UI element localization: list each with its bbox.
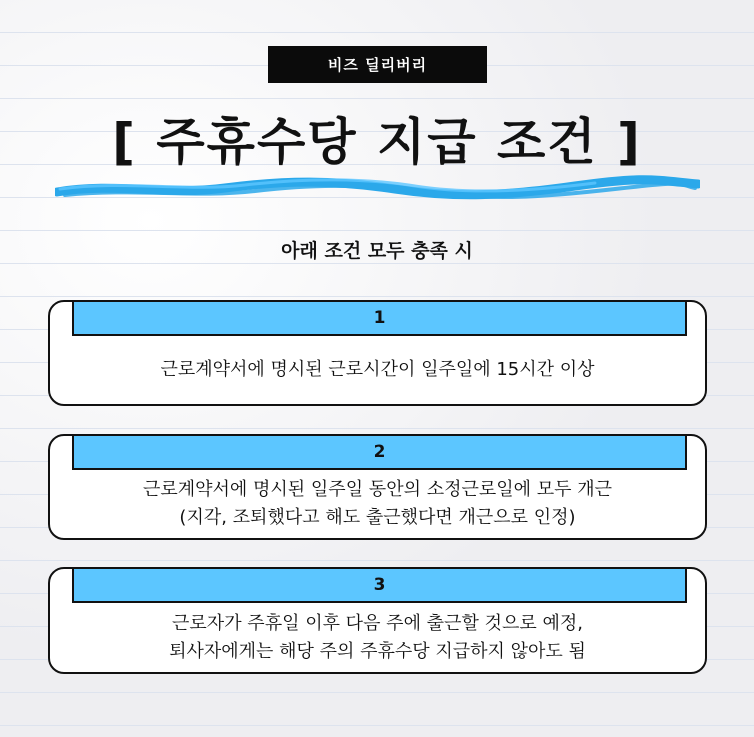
condition-text bbox=[50, 336, 705, 404]
page-title: [ 주휴수당 지급 조건 ] bbox=[112, 113, 642, 171]
condition-line: 퇴사자에게는 해당 주의 주휴수당 지급하지 않아도 됨 bbox=[169, 640, 586, 662]
brush-underline-icon bbox=[55, 172, 700, 202]
condition-number: 1 bbox=[72, 300, 687, 336]
condition-number: 3 bbox=[72, 567, 687, 603]
condition-text bbox=[50, 603, 705, 672]
condition-line: 근로계약서에 명시된 근로시간이 일주일에 15시간 이상 bbox=[160, 359, 595, 380]
condition-line: (지각, 조퇴했다고 해도 출근했다면 개근으로 인정) bbox=[179, 507, 576, 528]
condition-line: 근로자가 주휴일 이후 다음 주에 출근할 것으로 예정, bbox=[172, 612, 583, 634]
condition-card-2 bbox=[48, 434, 707, 540]
subtitle: 아래 조건 모두 충족 시 bbox=[281, 240, 473, 262]
condition-card-1 bbox=[48, 300, 707, 406]
condition-text bbox=[50, 470, 705, 538]
brand-badge: 비즈 딜리버리 bbox=[268, 46, 487, 83]
condition-card-3 bbox=[48, 567, 707, 674]
condition-line: 근로계약서에 명시된 일주일 동안의 소정근로일에 모두 개근 bbox=[142, 479, 613, 500]
condition-number: 2 bbox=[72, 434, 687, 470]
